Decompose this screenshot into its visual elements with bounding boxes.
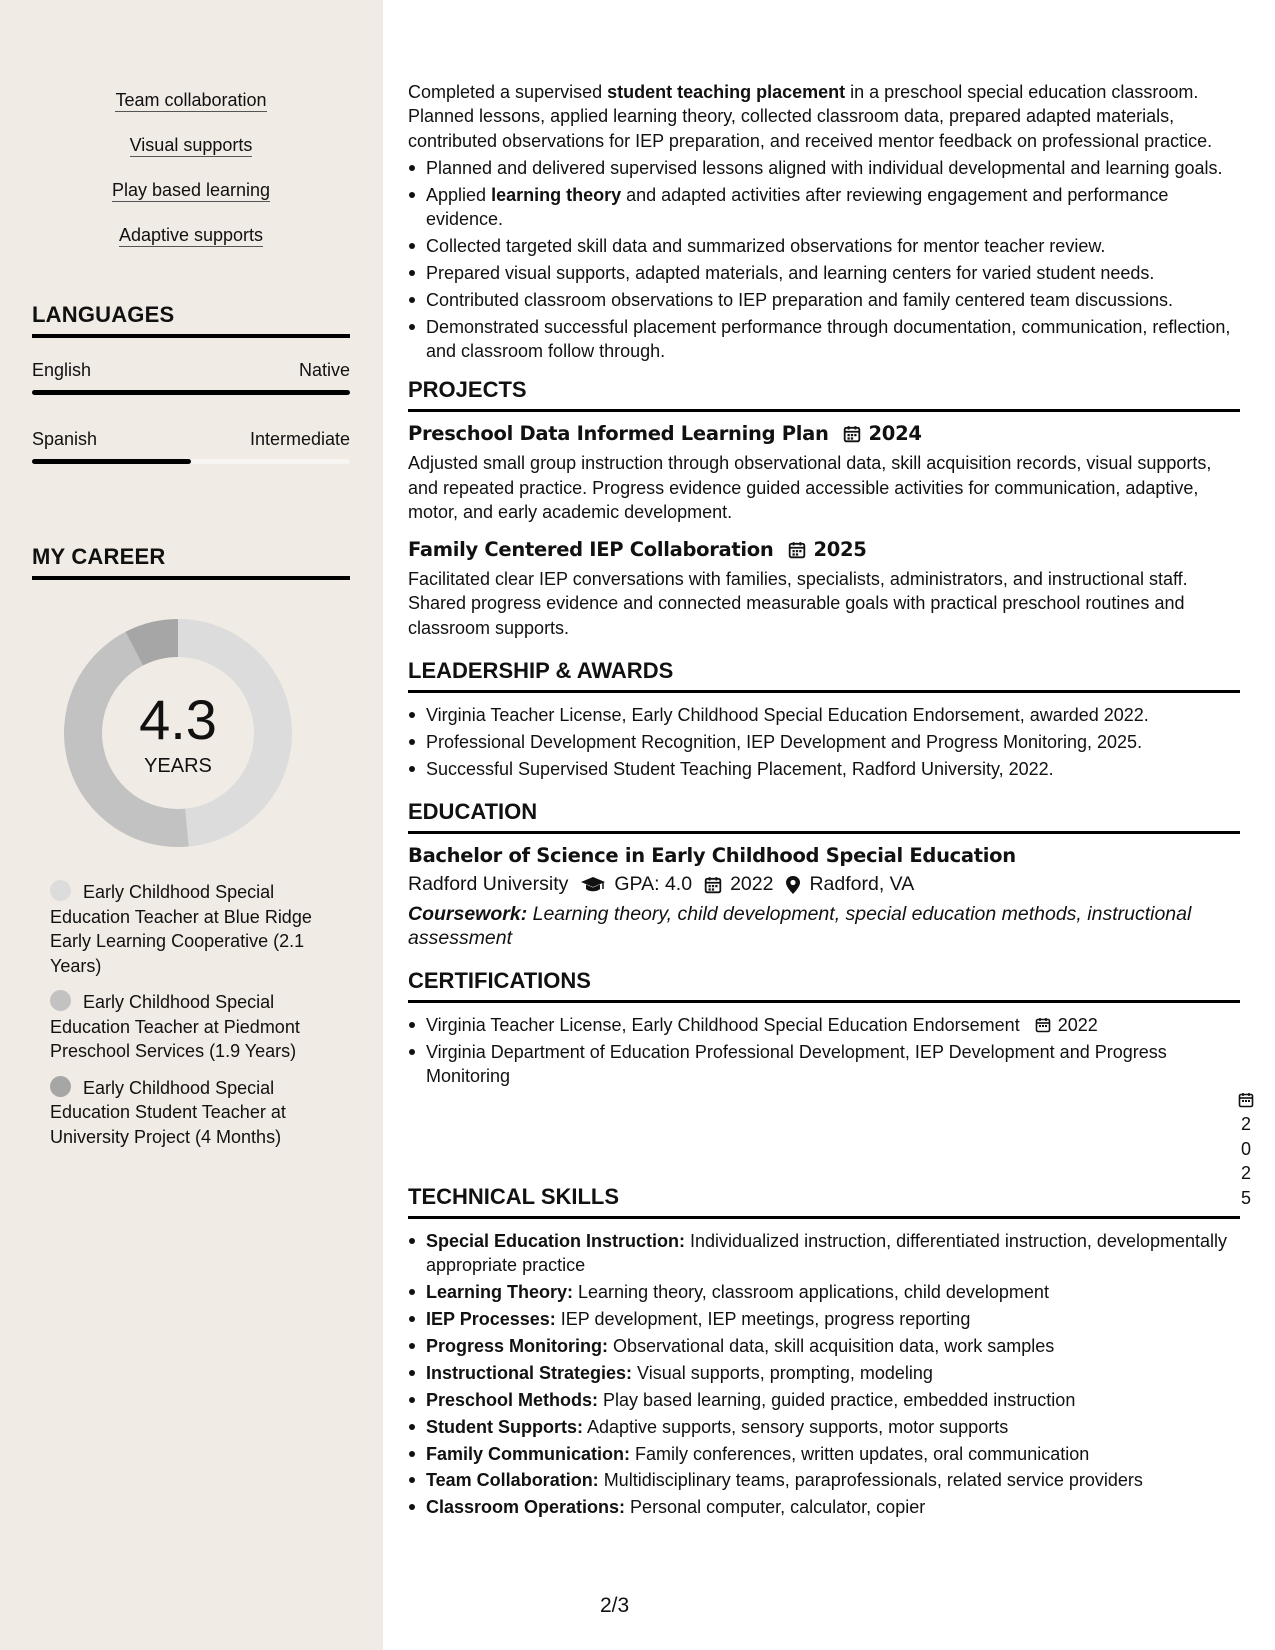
school-location: Radford, VA xyxy=(809,873,915,896)
experience-summary: Completed a supervised student teaching placement in a preschool special education classroom. Planned lessons, applied learning theory, collected classroom data, prepared adapted materials, contributed observations for IEP preparation, and received mentor feedback on professional practice. xyxy=(408,82,1213,151)
career-total-years: 4.3 xyxy=(139,688,217,751)
language-bar-fill xyxy=(32,390,350,395)
language-name: Spanish xyxy=(32,429,98,449)
list-item: Student Supports: Adaptive supports, sensory supports, motor supports xyxy=(426,1415,1240,1439)
awards-list xyxy=(408,703,1240,781)
project-description: Facilitated clear IEP conversations with families, specialists, administrators, and instructional staff. Shared progress evidence and connected measurable goals with practical preschool routines and classroom supports. xyxy=(408,569,1188,638)
school-name: Radford University xyxy=(408,873,569,896)
degree-title: Bachelor of Science in Early Childhood Special Education xyxy=(408,844,1016,868)
skill-tag: Team collaboration xyxy=(115,90,267,110)
project xyxy=(408,422,1240,524)
list-item: Collected targeted skill data and summarized observations for mentor teacher review. xyxy=(426,234,1240,258)
projects-heading: PROJECTS xyxy=(408,377,1240,412)
page-number: 2/3 xyxy=(600,1594,630,1617)
skill-tag: Adaptive supports xyxy=(118,225,264,245)
list-item: Family Communication: Family conferences, written updates, oral communication xyxy=(426,1442,1240,1466)
list-item: Classroom Operations: Personal computer, calculator, copier xyxy=(426,1495,1240,1519)
project-title: Preschool Data Informed Learning Plan xyxy=(408,422,829,446)
list-item: Applied learning theory and adapted activities after reviewing engagement and performance evidence. xyxy=(426,183,1240,232)
list-item: Demonstrated successful placement performance through documentation, communication, reflection, and classroom follow through. xyxy=(426,315,1240,364)
language-name: English xyxy=(32,360,92,380)
calendar-icon xyxy=(1238,1092,1254,1108)
education-heading: EDUCATION xyxy=(408,799,1240,834)
list-item: Contributed classroom observations to IEP preparation and family centered team discussions. xyxy=(426,288,1240,312)
list-item: Virginia Department of Education Professional Development, IEP Development and Progress Monitoring xyxy=(426,1040,1186,1170)
main-content xyxy=(408,0,1240,1522)
legend-dot-icon xyxy=(50,990,71,1011)
technical-skills-list xyxy=(408,1229,1240,1520)
project-title: Family Centered IEP Collaboration xyxy=(408,538,774,562)
language-level: Native xyxy=(298,360,350,380)
project-year: 2025 xyxy=(813,538,867,562)
certification-year-vertical xyxy=(1236,1092,1256,1210)
list-item: Professional Development Recognition, IEP Development and Progress Monitoring, 2025. xyxy=(426,730,1240,754)
list-item: Progress Monitoring: Observational data, skill acquisition data, work samples xyxy=(426,1334,1240,1358)
project-description: Adjusted small group instruction through observational data, skill acquisition records, visual supports, and repeated practice. Progress evidence guided accessible activities for communication, adaptive, motor, and early academic development. xyxy=(408,453,1212,522)
language-bar-spanish xyxy=(32,459,350,464)
language-row-english xyxy=(32,360,350,381)
map-pin-icon xyxy=(785,875,801,895)
education-details xyxy=(408,873,1240,896)
skill-tag: Play based learning xyxy=(111,180,271,200)
career-legend-item: Early Childhood Special Education Student Teacher at University Project (4 Months) xyxy=(50,1077,286,1147)
skill-tags xyxy=(32,86,350,266)
list-item: Successful Supervised Student Teaching Placement, Radford University, 2022. xyxy=(426,757,1240,781)
language-bar-fill xyxy=(32,459,191,464)
technical-skills-heading: TECHNICAL SKILLS xyxy=(408,1184,1240,1219)
language-bar-english xyxy=(32,390,350,395)
project xyxy=(408,538,1240,640)
career-legend-item: Early Childhood Special Education Teacher at Piedmont Preschool Services (1.9 Years) xyxy=(50,992,300,1061)
career-heading: MY CAREER xyxy=(32,544,350,580)
calendar-icon xyxy=(788,541,806,559)
calendar-icon xyxy=(843,425,861,443)
coursework: Coursework: Learning theory, child development, special education methods, instructional assessment xyxy=(408,903,1192,950)
list-item: IEP Processes: IEP development, IEP meetings, progress reporting xyxy=(426,1307,1240,1331)
language-level: Intermediate xyxy=(249,429,350,449)
graduation-cap-icon xyxy=(580,876,606,894)
certifications-list xyxy=(408,1013,1240,1170)
list-item: Virginia Teacher License, Early Childhood Special Education Endorsement, awarded 2022. xyxy=(426,703,1240,727)
list-item: Learning Theory: Learning theory, classroom applications, child development xyxy=(426,1280,1240,1304)
project-year: 2024 xyxy=(868,422,922,446)
gpa: GPA: 4.0 xyxy=(614,873,693,896)
certification-year: 2025 xyxy=(1240,1114,1251,1208)
sidebar xyxy=(0,0,383,1650)
certifications-heading: CERTIFICATIONS xyxy=(408,968,1240,1003)
language-row-spanish xyxy=(32,429,350,450)
awards-heading: LEADERSHIP & AWARDS xyxy=(408,658,1240,693)
experience-bullets xyxy=(408,156,1240,363)
list-item: Instructional Strategies: Visual supports, prompting, modeling xyxy=(426,1361,1240,1385)
list-item: Planned and delivered supervised lessons aligned with individual developmental and learning goals. xyxy=(426,156,1240,180)
calendar-icon xyxy=(704,876,722,894)
legend-dot-icon xyxy=(50,1076,71,1097)
career-total-label: YEARS xyxy=(144,755,212,777)
languages-heading: LANGUAGES xyxy=(32,302,350,338)
list-item: Prepared visual supports, adapted materials, and learning centers for varied student needs. xyxy=(426,261,1240,285)
list-item: Virginia Teacher License, Early Childhood Special Education Endorsement 2022 xyxy=(426,1013,1240,1037)
list-item: Preschool Methods: Play based learning, guided practice, embedded instruction xyxy=(426,1388,1240,1412)
career-legend-item: Early Childhood Special Education Teacher at Blue Ridge Early Learning Cooperative (2.1 Years) xyxy=(50,882,312,976)
graduation-year: 2022 xyxy=(730,873,774,896)
list-item: Special Education Instruction: Individualized instruction, differentiated instruction, developmentally appropriate practice xyxy=(426,1229,1240,1278)
certification-year: 2022 xyxy=(1057,1015,1098,1036)
career-legend xyxy=(50,880,330,1161)
legend-dot-icon xyxy=(50,880,71,901)
list-item: Team Collaboration: Multidisciplinary teams, paraprofessionals, related service providers xyxy=(426,1468,1240,1492)
calendar-icon xyxy=(1035,1017,1051,1033)
skill-tag: Visual supports xyxy=(129,135,253,155)
